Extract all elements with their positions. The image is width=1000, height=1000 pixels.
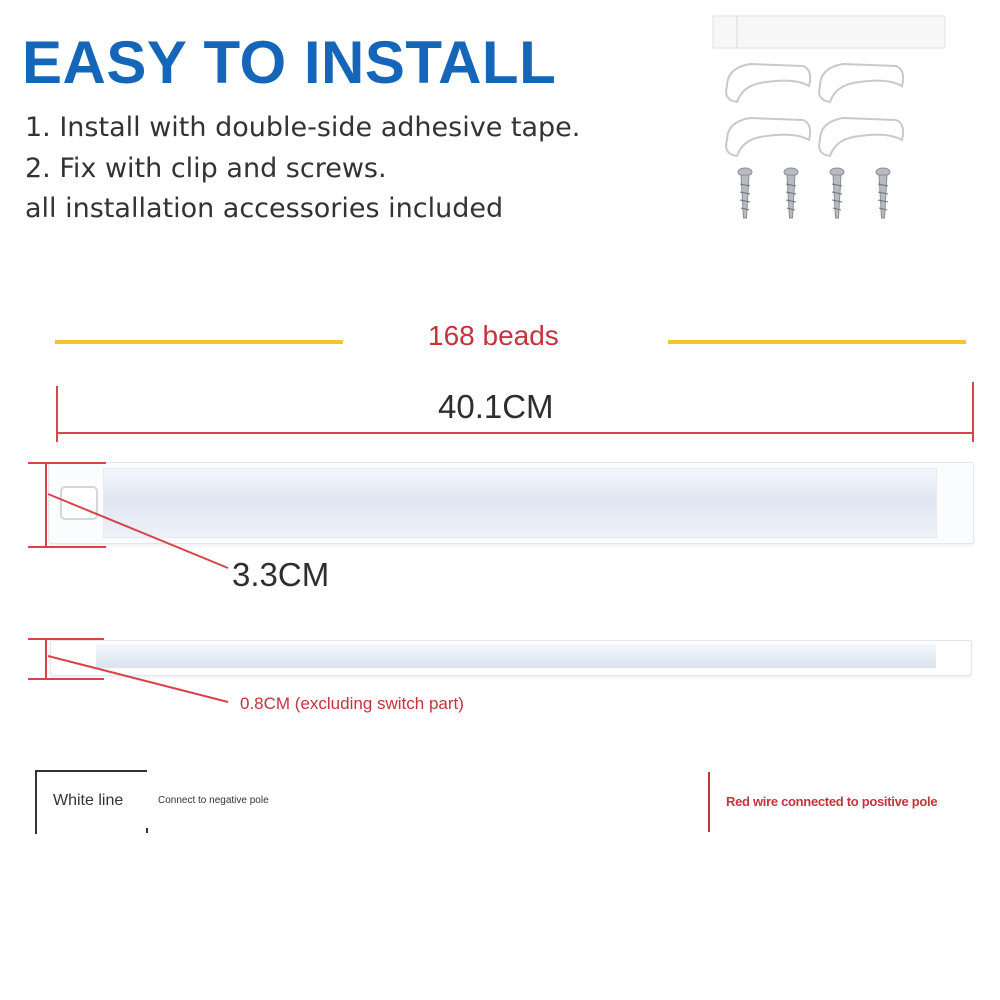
screw-icon — [738, 168, 890, 218]
height-tick-top — [28, 462, 106, 464]
length-tick-left — [56, 386, 58, 442]
thickness-tick-top — [28, 638, 104, 640]
accessories-image — [705, 10, 955, 230]
length-tick-right — [972, 382, 974, 442]
red-wire-line — [708, 772, 710, 832]
mounting-clip-icon — [726, 64, 903, 156]
instruction-3: all installation accessories included — [25, 193, 504, 224]
beads-line-right — [668, 340, 966, 344]
white-line-bracket-top — [35, 770, 147, 772]
thickness-label: 0.8CM (excluding switch part) — [240, 694, 464, 713]
thickness-leader-line — [40, 650, 240, 710]
length-dimension-line — [56, 432, 974, 434]
white-line-label: White line — [53, 792, 124, 809]
beads-line-left — [55, 340, 343, 344]
page-title: EASY TO INSTALL — [22, 29, 557, 96]
positive-pole-label: Red wire connected to positive pole — [726, 794, 938, 809]
adhesive-tape-icon — [713, 16, 945, 48]
negative-pole-label: Connect to negative pole — [158, 795, 269, 806]
height-leader-line — [40, 488, 240, 578]
white-line-bracket-end — [146, 828, 148, 833]
white-line-bracket-vertical — [35, 770, 37, 834]
instruction-2: 2. Fix with clip and screws. — [25, 153, 387, 184]
instruction-1: 1. Install with double-side adhesive tape. — [25, 112, 581, 143]
length-label: 40.1CM — [438, 388, 554, 425]
beads-label: 168 beads — [428, 320, 559, 351]
height-label: 3.3CM — [232, 556, 330, 593]
